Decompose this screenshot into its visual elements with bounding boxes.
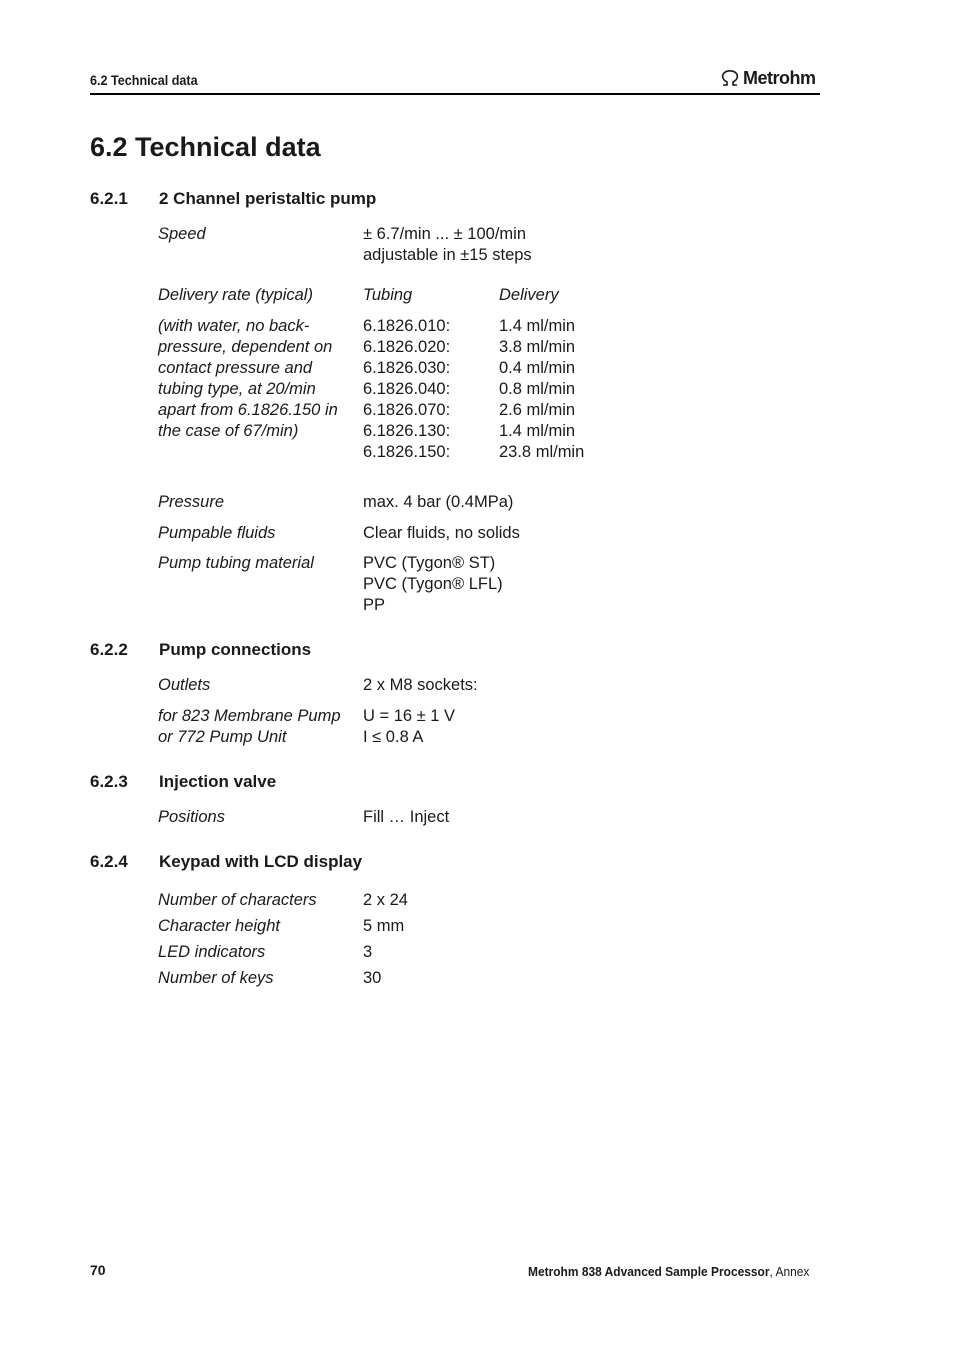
section-heading-pump bbox=[90, 189, 377, 209]
positions-label: Positions bbox=[158, 808, 225, 826]
tubing-cell: 6.1826.130: bbox=[363, 422, 451, 440]
section-heading-connections bbox=[90, 640, 312, 660]
section-number: 6.2.4 bbox=[90, 852, 128, 871]
tubing-cell: 6.1826.150: bbox=[363, 443, 451, 461]
omega-logo-icon bbox=[720, 70, 740, 87]
fluids-label: Pumpable fluids bbox=[158, 524, 276, 542]
keypad-spec-value: 5 mm bbox=[363, 917, 405, 935]
brand-logo bbox=[720, 68, 816, 89]
speed-steps: adjustable in ±15 steps bbox=[363, 246, 532, 264]
section-number: 6.2.1 bbox=[90, 189, 128, 208]
speed-value bbox=[363, 224, 532, 266]
keypad-spec-label: LED indicators bbox=[158, 943, 266, 961]
keypad-spec-value: 3 bbox=[363, 943, 373, 961]
target-line: or 772 Pump Unit bbox=[158, 728, 287, 746]
tubing-list bbox=[363, 316, 450, 463]
header-rule bbox=[90, 93, 820, 95]
material-item: PVC (Tygon® ST) bbox=[363, 554, 496, 572]
pressure-value: max. 4 bar (0.4MPa) bbox=[363, 493, 514, 511]
keypad-spec-label: Number of keys bbox=[158, 969, 274, 987]
delivery-cell: 23.8 ml/min bbox=[499, 443, 585, 461]
footer-title bbox=[528, 1264, 809, 1279]
delivery-note bbox=[158, 316, 338, 442]
brand-name: Metrohm bbox=[743, 68, 816, 88]
note-line: contact pressure and bbox=[158, 359, 313, 377]
material-values bbox=[363, 553, 503, 616]
outlets-label: Outlets bbox=[158, 676, 211, 694]
page-number: 70 bbox=[90, 1262, 106, 1278]
section-title: Keypad with LCD display bbox=[159, 852, 363, 871]
keypad-spec-value: 30 bbox=[363, 969, 382, 987]
note-line: the case of 67/min) bbox=[158, 422, 299, 440]
running-header: 6.2 Technical data bbox=[90, 72, 198, 88]
material-label: Pump tubing material bbox=[158, 554, 314, 572]
tubing-cell: 6.1826.070: bbox=[363, 401, 451, 419]
section-title: Injection valve bbox=[159, 772, 277, 791]
section-title: Pump connections bbox=[159, 640, 312, 659]
note-line: (with water, no back- bbox=[158, 317, 310, 335]
tubing-column-header: Tubing bbox=[363, 286, 413, 304]
note-line: tubing type, at 20/min bbox=[158, 380, 316, 398]
section-number: 6.2.3 bbox=[90, 772, 128, 791]
delivery-list bbox=[499, 316, 584, 463]
delivery-cell: 0.8 ml/min bbox=[499, 380, 576, 398]
delivery-label: Delivery rate (typical) bbox=[158, 286, 313, 304]
current-rating: I ≤ 0.8 A bbox=[363, 728, 424, 746]
keypad-values bbox=[363, 887, 408, 991]
connection-ratings bbox=[363, 706, 455, 748]
footer-product: Metrohm 838 Advanced Sample Processor bbox=[528, 1264, 770, 1279]
tubing-cell: 6.1826.010: bbox=[363, 317, 451, 335]
material-item: PP bbox=[363, 596, 386, 614]
speed-range: ± 6.7/min ... ± 100/min bbox=[363, 225, 527, 243]
keypad-labels bbox=[158, 887, 317, 991]
delivery-cell: 1.4 ml/min bbox=[499, 317, 576, 335]
delivery-column-header: Delivery bbox=[499, 286, 559, 304]
tubing-cell: 6.1826.020: bbox=[363, 338, 451, 356]
delivery-cell: 3.8 ml/min bbox=[499, 338, 576, 356]
section-heading-valve bbox=[90, 772, 277, 792]
fluids-value: Clear fluids, no solids bbox=[363, 524, 520, 542]
section-heading-keypad bbox=[90, 852, 363, 872]
footer-suffix: , Annex bbox=[769, 1264, 810, 1279]
material-item: PVC (Tygon® LFL) bbox=[363, 575, 503, 593]
tubing-cell: 6.1826.030: bbox=[363, 359, 451, 377]
speed-label: Speed bbox=[158, 225, 206, 243]
positions-value: Fill … Inject bbox=[363, 808, 450, 826]
delivery-cell: 0.4 ml/min bbox=[499, 359, 576, 377]
tubing-cell: 6.1826.040: bbox=[363, 380, 451, 398]
note-line: pressure, dependent on bbox=[158, 338, 333, 356]
note-line: apart from 6.1826.150 in bbox=[158, 401, 338, 419]
pressure-label: Pressure bbox=[158, 493, 225, 511]
keypad-spec-label: Character height bbox=[158, 917, 280, 935]
voltage-rating: U = 16 ± 1 V bbox=[363, 707, 456, 725]
section-title: 2 Channel peristaltic pump bbox=[159, 189, 377, 208]
page-title: 6.2 Technical data bbox=[90, 132, 321, 162]
connection-target-label bbox=[158, 706, 341, 748]
section-number: 6.2.2 bbox=[90, 640, 128, 659]
target-line: for 823 Membrane Pump bbox=[158, 707, 341, 725]
delivery-cell: 1.4 ml/min bbox=[499, 422, 576, 440]
keypad-spec-label: Number of characters bbox=[158, 891, 317, 909]
delivery-cell: 2.6 ml/min bbox=[499, 401, 576, 419]
outlets-value: 2 x M8 sockets: bbox=[363, 676, 478, 694]
keypad-spec-value: 2 x 24 bbox=[363, 891, 408, 909]
